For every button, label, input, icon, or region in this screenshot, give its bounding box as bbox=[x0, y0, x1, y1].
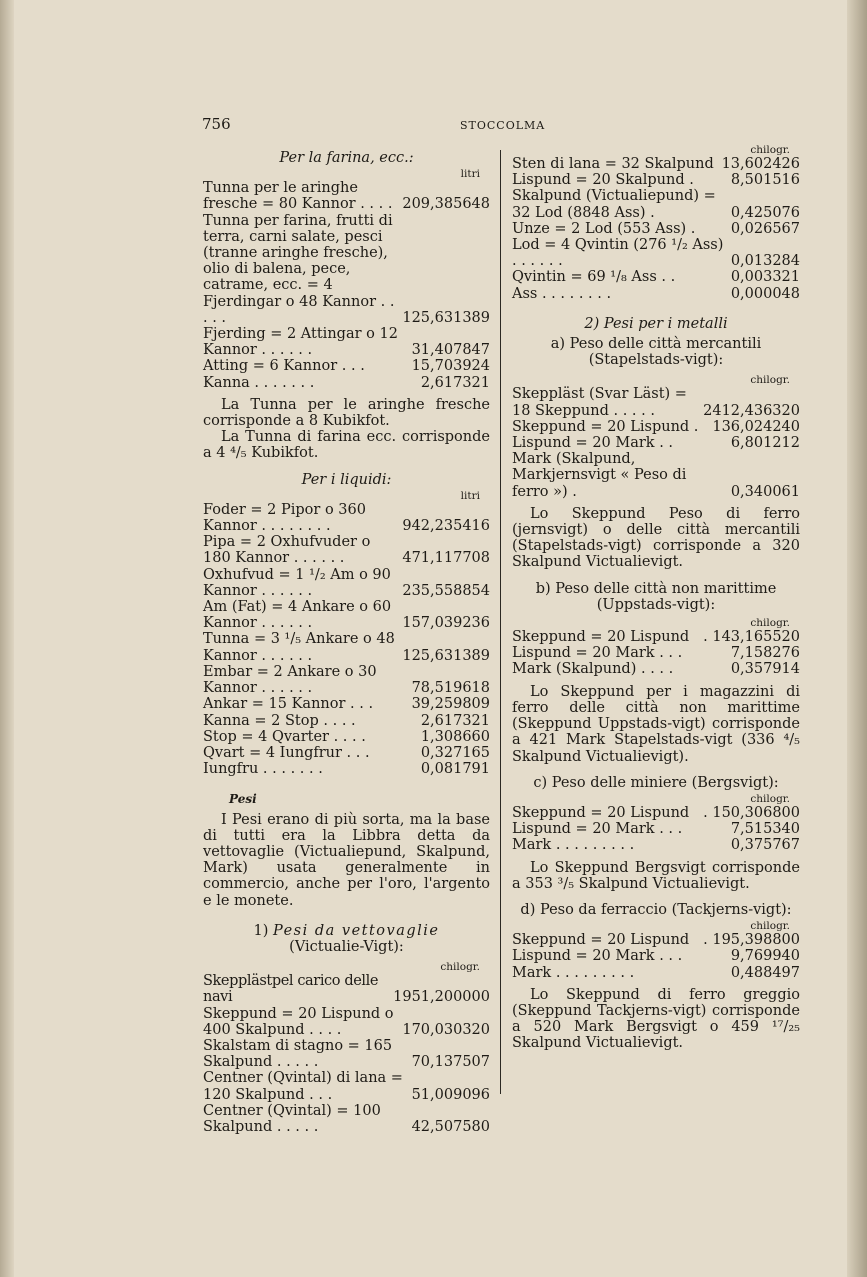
table-row: Tunna = 3 ¹/₅ Ankare o 48 Kannor . . . . . . 125,631389 bbox=[203, 631, 490, 664]
page-spine-shadow bbox=[0, 0, 14, 1277]
miniere-title: c) Peso delle miniere (Bergsvigt): bbox=[533, 774, 779, 791]
farina-note: La Tunna di farina ecc. corrisponde a 4 ⁴/₅ Kubikfot. bbox=[203, 429, 490, 462]
table-row: Stop = 4 Qvarter . . . . 1,308660 bbox=[203, 728, 490, 745]
table-row: Centner (Qvintal) = 100 Skalpund . . . . . 42,507580 bbox=[203, 1102, 490, 1135]
liquidi-unit: litri bbox=[460, 489, 480, 502]
farina-unit: litri bbox=[460, 168, 480, 181]
table-row: Sten di lana = 32 Skalpund 13,602426 bbox=[512, 156, 800, 172]
column-divider bbox=[500, 150, 501, 1094]
ferraccio-unit: chilogr. bbox=[750, 920, 790, 933]
table-row: Skeppläst (Svar Läst) = 18 Skeppund . . . . . 2412,436320 bbox=[512, 386, 800, 419]
table-row: Kanna . . . . . . . 2,617321 bbox=[203, 374, 490, 391]
pesi-heading: Pesi bbox=[229, 792, 257, 807]
miniere-note: Lo Skeppund Bergsvigt corrisponde a 353 ³/₅ Skalpund Victualievigt. bbox=[512, 859, 800, 892]
vettovaglie-unit: chilogr. bbox=[440, 961, 480, 974]
table-row: Lispund = 20 Skalpund . 8,501516 bbox=[512, 172, 800, 189]
table-row: Centner (Qvintal) di lana = 120 Skalpund . . . 51,009096 bbox=[203, 1070, 490, 1103]
left-column bbox=[203, 150, 490, 1135]
table-row: Fjerding = 2 Attingar o 12 Kannor . . . . . . 31,407847 bbox=[203, 326, 490, 359]
miniere-table bbox=[512, 805, 800, 854]
table-row: Skeppund = 20 Lispund . 143,165520 bbox=[512, 629, 800, 646]
table-row: Tunna per le aringhe fresche = 80 Kannor . . . . 209,385648 bbox=[203, 180, 490, 213]
table-row: Mark . . . . . . . . . 0,375767 bbox=[512, 837, 800, 854]
table-row: Am (Fat) = 4 Ankare o 60 Kannor . . . . . . 157,039236 bbox=[203, 599, 490, 632]
table-row: Pipa = 2 Oxhufvuder o 180 Kannor . . . . . . 471,117708 bbox=[203, 534, 490, 567]
table-row: Kanna = 2 Stop . . . . 2,617321 bbox=[203, 712, 490, 729]
table-row: Skeppund = 20 Lispund . 195,398800 bbox=[512, 932, 800, 949]
table-row: Mark (Skalpund) . . . . 0,357914 bbox=[512, 661, 800, 678]
nonmarittime-unit: chilogr. bbox=[750, 617, 790, 630]
vettovaglie-table bbox=[203, 973, 490, 1135]
table-row: Mark (Skalpund, Markjernsvigt « Peso di ferro ») . 0,340061 bbox=[512, 451, 800, 500]
metalli-title: 2) Pesi per i metalli bbox=[584, 315, 728, 332]
table-row: Lispund = 20 Mark . . . 7,158276 bbox=[512, 645, 800, 662]
ferraccio-note: Lo Skeppund di ferro greggio (Skeppund Tackjerns-vigt) corrisponde a 520 Mark Bergsvigt o 459 ¹⁷/₂₅ Skalpund Victualievigt. bbox=[512, 986, 800, 1052]
farina-note: La Tunna per le aringhe fresche corrisponde a 8 Kubikfot. bbox=[203, 396, 490, 430]
vettovaglie-title: 1) Pesi da vettovaglie bbox=[253, 922, 440, 939]
nonmarittime-table bbox=[512, 629, 800, 678]
miniere-unit: chilogr. bbox=[750, 792, 790, 805]
farina-heading: Per la farina, ecc.: bbox=[279, 150, 414, 166]
table-row: Lispund = 20 Mark . . . 7,515340 bbox=[512, 821, 800, 838]
page-number: 756 bbox=[202, 115, 231, 133]
pesi-intro: I Pesi erano di più sorta, ma la base di tutti era la Libbra detta da vettovaglie (Victualiepund, Skalpund, Mark) usata generalmente in commercio, anche per l'oro, l'argento e le monete. bbox=[203, 811, 490, 909]
liquidi-table bbox=[203, 502, 490, 777]
table-row: Qvintin = 69 ¹/₈ Ass . . 0,003321 bbox=[512, 269, 800, 286]
ferraccio-table bbox=[512, 932, 800, 981]
table-row: Ass . . . . . . . . 0,000048 bbox=[512, 285, 800, 302]
table-row: Skalstam di stagno = 165 Skalpund . . . . . 70,137507 bbox=[203, 1037, 490, 1071]
mercantili-note: Lo Skeppund Peso di ferro (jernsvigt) o delle città mercantili (Stapelstads-vigt) corrisponde a 320 Skalpund Victualievigt. bbox=[512, 505, 800, 571]
mercantili-table bbox=[512, 386, 800, 499]
table-row: Unze = 2 Lod (553 Ass) . 0,026567 bbox=[512, 220, 800, 237]
table-row: Skepplästpel carico delle navi 1951,200000 bbox=[203, 973, 490, 1006]
nonmarittime-note: Lo Skeppund per i magazzini di ferro delle città non marittime (Skeppund Uppstads-vigt) corrisponde a 421 Mark Stapelstads-vigt (336 ⁴/₅ Skalpund Victualievigt). bbox=[512, 683, 800, 765]
table-row: Tunna per farina, frutti di terra, carni salate, pesci (tranne aringhe fresche), olio di balena, pece, catrame, ecc. = 4 Fjerdingar o 48 Kannor . . . . . 125,631389 bbox=[203, 212, 490, 326]
right-column bbox=[512, 144, 800, 1052]
table-row: Skeppund = 20 Lispund o 400 Skalpund . . . . 170,030320 bbox=[203, 1005, 490, 1038]
running-title: STOCCOLMA bbox=[460, 119, 546, 132]
table-row: Qvart = 4 Iungfrur . . . 0,327165 bbox=[203, 744, 490, 761]
table-row: Lod = 4 Qvintin (276 ¹/₂ Ass) . . . . . . 0,013284 bbox=[512, 237, 800, 270]
table-row: Lispund = 20 Mark . . 6,801212 bbox=[512, 435, 800, 452]
table-row: Iungfru . . . . . . . 0,081791 bbox=[203, 761, 490, 778]
top-unit: chilogr. bbox=[750, 144, 790, 156]
nonmarittime-title: b) Peso delle città non marittime (Uppstads-vigt): bbox=[535, 580, 777, 613]
farina-table bbox=[203, 180, 490, 391]
mercantili-unit: chilogr. bbox=[750, 374, 790, 387]
vettovaglie-subtitle: (Victualie-Vigt): bbox=[289, 938, 404, 955]
table-row: Atting = 6 Kannor . . . 15,703924 bbox=[203, 358, 490, 375]
page-edge bbox=[847, 0, 867, 1277]
pesi-base-table bbox=[512, 156, 800, 302]
mercantili-title: a) Peso delle città mercantili (Stapelstads-vigt): bbox=[550, 336, 762, 369]
table-row: Foder = 2 Pipor o 360 Kannor . . . . . . . . 942,235416 bbox=[203, 501, 490, 535]
ferraccio-title: d) Peso da ferraccio (Tackjerns-vigt): bbox=[520, 901, 792, 918]
table-row: Skalpund (Victualiepund) = 32 Lod (8848 Ass) . 0,425076 bbox=[512, 188, 800, 221]
liquidi-heading: Per i liquidi: bbox=[301, 471, 392, 488]
table-row: Ankar = 15 Kannor . . . 39,259809 bbox=[203, 696, 490, 713]
table-row: Embar = 2 Ankare o 30 Kannor . . . . . . 78,519618 bbox=[203, 663, 490, 697]
table-row: Mark . . . . . . . . . 0,488497 bbox=[512, 964, 800, 981]
table-row: Lispund = 20 Mark . . . 9,769940 bbox=[512, 948, 800, 965]
table-row: Oxhufvud = 1 ¹/₂ Am o 90 Kannor . . . . . . 235,558854 bbox=[203, 566, 490, 599]
table-row: Skeppund = 20 Lispund . 136,024240 bbox=[512, 418, 800, 435]
table-row: Skeppund = 20 Lispund . 150,306800 bbox=[512, 804, 800, 821]
